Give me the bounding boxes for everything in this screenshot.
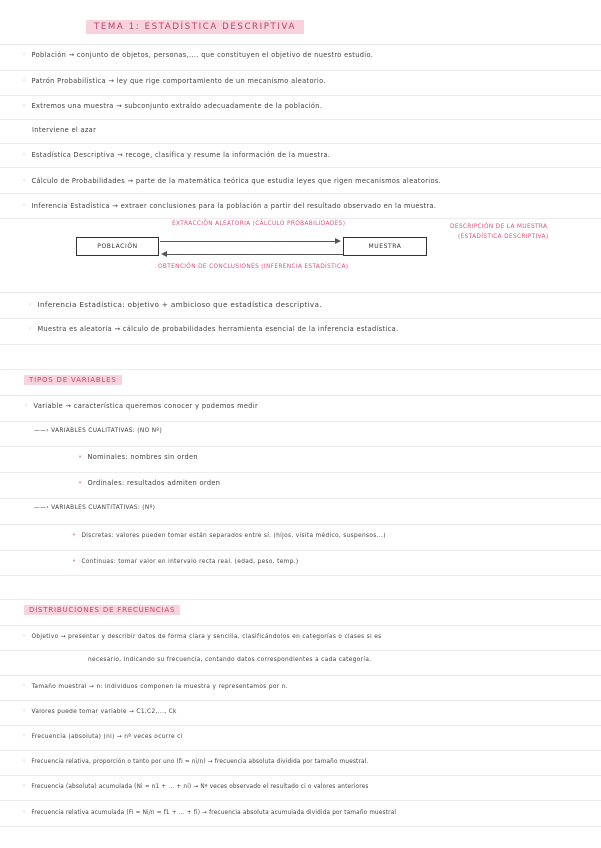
bullet-icon: ◦	[24, 402, 29, 410]
definition-population: ◦ Población → conjunto de objetos, personas,.... que constituyen el objetivo de nuestro estudio.	[22, 51, 374, 59]
bullet-icon: ◦	[22, 707, 27, 715]
frequencies-heading: DISTRIBUCIONES DE FRECUENCIAS	[24, 606, 180, 614]
arrow-left-icon	[161, 251, 167, 257]
diagram-right-label-2: (ESTADÍSTICA DESCRIPTIVA)	[458, 234, 549, 240]
variable-values: ◦ Valores puede tomar variable → C1,C2,..., Ck	[22, 707, 177, 715]
relative-frequency: ◦ Frecuencia relativa, proporción o tanto por uno (fi = ni/n) → frecuencia absoluta dividida por tamaño muestral.	[22, 757, 369, 765]
bullet-icon: ◦	[22, 782, 27, 790]
bullet-icon: ◦	[22, 202, 27, 210]
cumulative-absolute-frequency: ◦ Frecuencia (absoluta) acumulada (Ni = n1 + ... + ni) → Nº veces observado el resultado ci o valores anteriores	[22, 782, 369, 790]
page-title-text: TEMA 1: ESTADÍSTICA DESCRIPTIVA	[86, 20, 304, 34]
branch-arrow-icon: ——›	[34, 428, 52, 434]
arrow-right-icon	[335, 238, 341, 244]
bullet-icon: ◦	[22, 51, 27, 59]
bullet-icon: •	[78, 453, 83, 461]
variables-intro: ◦ Variable → característica queremos conocer y podemos medir	[24, 402, 259, 410]
diagram-right-label-1: DESCRIPCIÓN DE LA MUESTRA	[450, 224, 548, 230]
frequencies-objective: ◦ Objetivo → presentar y describir datos de forma clara y sencilla, clasificándolos en categorías o clases si es	[22, 632, 382, 640]
bullet-icon: ◦	[22, 177, 27, 185]
ordinal-variables: • Ordinales: resultados admiten orden	[78, 479, 221, 487]
discrete-variables: • Discretas: valores pueden tomar están separados entre sí. (hijos, visita médico, suspensos...)	[72, 531, 386, 539]
definition-sample: ◦ Extremos una muestra → subconjunto extraído adecuadamente de la población.	[22, 102, 323, 110]
branch-arrow-icon: ——›	[34, 505, 52, 511]
sample-box: MUESTRA	[343, 237, 427, 256]
bullet-icon: ◦	[22, 102, 27, 110]
quantitative-variables: ——› VARIABLES CUANTITATIVAS: (Nº)	[34, 505, 156, 511]
page-title	[86, 22, 304, 32]
population-box: POBLACIÓN	[76, 237, 159, 256]
bullet-icon: ◦	[22, 682, 27, 690]
definition-inference: ◦ Inferencia Estadística → extraer conclusiones para la población a partir del resultado observado en la muestra.	[22, 202, 437, 210]
continuous-variables: • Continuas: tomar valor en intervalo recta real. (edad, peso, temp.)	[72, 557, 299, 565]
bullet-icon: ◦	[28, 325, 33, 333]
definition-probability: ◦ Cálculo de Probabilidades → parte de la matemática teórica que estudia leyes que rigen mecanismos aleatorios.	[22, 177, 442, 185]
bullet-icon: ◦	[22, 732, 27, 740]
absolute-frequency: ◦ Frecuencia (absoluta) (ni) → nº veces ocurre ci	[22, 732, 183, 740]
diagram-bottom-label: OBTENCIÓN DE CONCLUSIONES (INFERENCIA ESTADÍSTICA)	[158, 264, 349, 270]
bullet-icon: •	[78, 479, 83, 487]
definition-pattern: ◦ Patrón Probabilística → ley que rige comportamiento de un mecanismo aleatorio.	[22, 77, 326, 85]
definition-descriptive: ◦ Estadística Descriptiva → recoge, clasifica y resume la información de la muestra.	[22, 151, 331, 159]
bullet-icon: ◦	[22, 151, 27, 159]
diagram-top-label: EXTRACCIÓN ALEATORIA (CÁLCULO PROBABILIDADES)	[172, 221, 346, 227]
note-random-sample: ◦ Muestra es aleatoria → cálculo de probabilidades herramienta esencial de la inferencia estadística.	[28, 325, 399, 333]
sample-size: ◦ Tamaño muestral → n: individuos componen la muestra y representamos por n.	[22, 682, 288, 690]
bullet-icon: ◦	[22, 632, 27, 640]
arrow-to-population	[167, 254, 343, 255]
note-inference: ◦ Inferencia Estadística: objetivo + ambicioso que estadística descriptiva.	[28, 300, 322, 309]
bullet-icon: ◦	[22, 757, 27, 765]
bullet-icon: •	[72, 557, 77, 565]
frequencies-objective-cont: necesario, indicando su frecuencia, contando datos correspondientes a cada categoría.	[88, 657, 372, 663]
bullet-icon: ◦	[28, 301, 33, 309]
cumulative-relative-frequency: ◦ Frecuencia relativa acumulada (Fi = Ni/n = f1 + ... + fi) → frecuencia absoluta acumulada dividida por tamaño muestral	[22, 808, 397, 816]
qualitative-variables: ——› VARIABLES CUALITATIVAS: (NO Nº)	[34, 428, 163, 434]
variables-heading: TIPOS DE VARIABLES	[24, 376, 122, 384]
arrow-to-sample	[160, 241, 336, 242]
definition-chance: Interviene el azar	[32, 126, 97, 134]
nominal-variables: • Nominales: nombres sin orden	[78, 453, 198, 461]
bullet-icon: ◦	[22, 808, 27, 816]
bullet-icon: ◦	[22, 77, 27, 85]
bullet-icon: •	[72, 531, 77, 539]
